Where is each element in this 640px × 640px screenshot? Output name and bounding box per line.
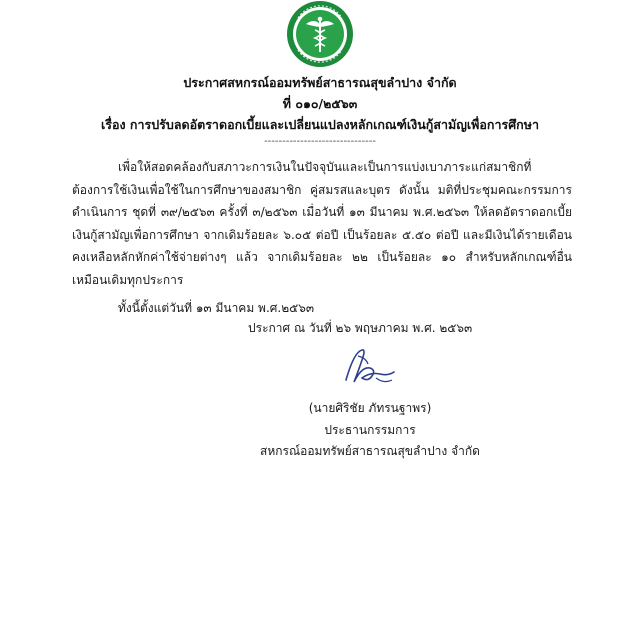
handwritten-signature-icon <box>336 342 400 390</box>
announcement-subject: เรื่อง การปรับลดอัตราดอกเบี้ยและเปลี่ยนแปลงหลักเกณฑ์เงินกู้สามัญเพื่อการศึกษา <box>100 117 539 132</box>
effective-date: ทั้งนี้ตั้งแต่วันที่ ๑๓ มีนาคม พ.ศ.๒๕๖๓ <box>118 301 315 315</box>
signature-image <box>336 342 400 390</box>
cooperative-logo <box>284 0 356 68</box>
announce-date: ประกาศ ณ วันที่ ๒๖ พฤษภาคม พ.ศ. ๒๕๖๓ <box>248 321 473 335</box>
organization-title: ประกาศสหกรณ์ออมทรัพย์สาธารณสุขลำปาง จำกัด <box>183 75 457 90</box>
cooperative-emblem-icon <box>284 0 356 68</box>
signer-organization: สหกรณ์ออมทรัพย์สาธารณสุขลำปาง จำกัด <box>260 444 480 458</box>
body-paragraph: เพื่อให้สอดคล้องกับสภาวะการเงินในปัจจุบันและเป็นการแบ่งเบาภาระแก่สมาชิกที่ต้องการใช้เงินเพื่อใช้ในการศึกษาของสมาชิก คู่สมรสและบุตร ดังนั้น มติที่ประชุมคณะกรรมการดำเนินการ ชุดที่ ๓๙/๒๕๖๓ ครั้งที่ ๓/๒๕๖๓ เมื่อวันที่ ๑๓ มีนาคม พ.ศ.๒๕๖๓ ให้ลดอัตราดอกเบี้ยเงินกู้สามัญเพื่อการศึกษา จากเดิมร้อยละ ๖.๐๕ ต่อปี เป็นร้อยละ ๕.๕๐ ต่อปี และมีเงินได้รายเดือนคงเหลือหลักหักค่าใช้จ่ายต่างๆ แล้ว จากเดิมร้อยละ ๒๒ เป็นร้อยละ ๑๐ สำหรับหลักเกณฑ์อื่นเหมือนเดิมทุกประการ <box>72 160 572 287</box>
signer-position: ประธานกรรมการ <box>324 422 416 437</box>
signer-block <box>0 398 640 463</box>
announcement-header <box>0 72 640 149</box>
announcement-number: ที่ ๐๑๐/๒๕๖๓ <box>282 96 358 111</box>
announcement-body <box>72 156 572 320</box>
header-divider: ------------------------------- <box>264 136 376 147</box>
signer-name: (นายศิริชัย ภัทรนฐาพร) <box>308 401 432 415</box>
